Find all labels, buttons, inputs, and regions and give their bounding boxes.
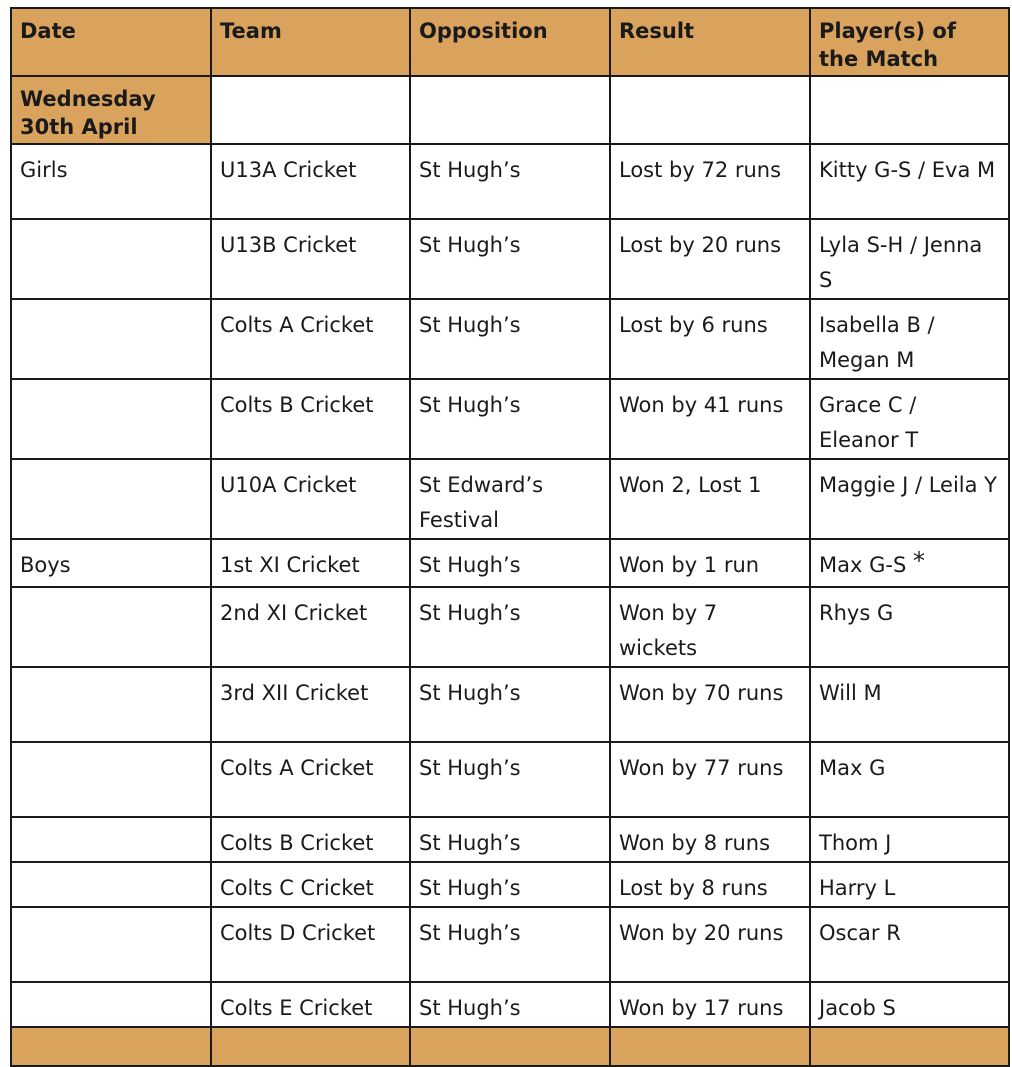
table-row (11, 742, 1009, 817)
team-cell-text: Colts B Cricket (220, 393, 374, 417)
opposition-cell (410, 817, 610, 862)
opposition-cell (410, 539, 610, 587)
team-cell (211, 907, 410, 982)
player-of-match-cell (810, 587, 1009, 667)
table-row (11, 817, 1009, 862)
result-cell-text: Won by 20 runs (619, 921, 784, 945)
group-cell (11, 907, 211, 982)
result-cell-text: Won by 77 runs (619, 756, 784, 780)
opposition-cell (410, 219, 610, 299)
empty-cell (610, 76, 810, 144)
date-row (11, 76, 1009, 144)
result-cell (610, 862, 810, 907)
player-of-match-cell-text: Max G (819, 756, 886, 780)
group-cell (11, 667, 211, 742)
footer-cell (610, 1027, 810, 1066)
team-cell (211, 817, 410, 862)
header-team: Team (211, 8, 410, 76)
match-results-table (10, 7, 1010, 1067)
team-cell-text: 2nd XI Cricket (220, 601, 368, 625)
table-row (11, 907, 1009, 982)
group-cell (11, 742, 211, 817)
date-cell: Wednesday 30th April (11, 76, 211, 144)
team-cell-text: U10A Cricket (220, 473, 357, 497)
team-cell (211, 587, 410, 667)
result-rows (11, 144, 1009, 1027)
table-row (11, 144, 1009, 219)
player-of-match-cell (810, 862, 1009, 907)
group-cell-text: Boys (20, 553, 71, 577)
opposition-cell-text: St Hugh’s (419, 756, 521, 780)
result-cell-text: Won by 41 runs (619, 393, 784, 417)
team-cell-text: Colts C Cricket (220, 876, 374, 900)
player-of-match-cell-text: Thom J (819, 831, 892, 855)
team-cell (211, 742, 410, 817)
group-cell (11, 982, 211, 1027)
opposition-cell (410, 587, 610, 667)
group-cell (11, 379, 211, 459)
result-cell (610, 907, 810, 982)
empty-cell (410, 76, 610, 144)
opposition-cell-text: St Hugh’s (419, 313, 521, 337)
result-cell (610, 742, 810, 817)
opposition-cell (410, 742, 610, 817)
asterisk-mark: * (912, 547, 925, 575)
result-cell-text: Won by 8 runs (619, 831, 771, 855)
player-of-match-cell-text: Harry L (819, 876, 896, 900)
group-cell (11, 144, 211, 219)
player-of-match-cell (810, 299, 1009, 379)
group-cell (11, 862, 211, 907)
header-row (11, 8, 1009, 76)
opposition-cell-text: St Hugh’s (419, 233, 521, 257)
result-cell-text: Lost by 8 runs (619, 876, 768, 900)
team-cell (211, 539, 410, 587)
opposition-cell-text: St Hugh’s (419, 996, 521, 1020)
opposition-cell-text: St Edward’s Festival (419, 473, 544, 532)
team-cell-text: U13A Cricket (220, 158, 357, 182)
team-cell (211, 667, 410, 742)
table-row (11, 219, 1009, 299)
footer-row (11, 1027, 1009, 1066)
opposition-cell (410, 907, 610, 982)
player-of-match-cell-text: Rhys G (819, 601, 894, 625)
result-cell-text: Won 2, Lost 1 (619, 473, 762, 497)
team-cell-text: U13B Cricket (220, 233, 357, 257)
player-of-match-cell-text: Max G-S (819, 553, 907, 577)
result-cell-text: Won by 7 wickets (619, 601, 718, 660)
team-cell-text: Colts D Cricket (220, 921, 376, 945)
player-of-match-cell (810, 907, 1009, 982)
group-cell (11, 459, 211, 539)
player-of-match-cell-text: Grace C / Eleanor T (819, 393, 919, 452)
player-of-match-cell (810, 817, 1009, 862)
team-cell (211, 862, 410, 907)
team-cell (211, 982, 410, 1027)
table-row (11, 667, 1009, 742)
header-opposition: Opposition (410, 8, 610, 76)
header-result: Result (610, 8, 810, 76)
player-of-match-cell-text: Jacob S (819, 996, 896, 1020)
team-cell (211, 144, 410, 219)
group-cell (11, 587, 211, 667)
table-row (11, 587, 1009, 667)
table-row (11, 459, 1009, 539)
group-cell (11, 817, 211, 862)
team-cell (211, 219, 410, 299)
footer-cell (410, 1027, 610, 1066)
team-cell-text: Colts E Cricket (220, 996, 373, 1020)
opposition-cell (410, 379, 610, 459)
result-cell (610, 219, 810, 299)
player-of-match-cell-text: Oscar R (819, 921, 901, 945)
team-cell-text: Colts A Cricket (220, 313, 374, 337)
result-cell-text: Lost by 6 runs (619, 313, 768, 337)
opposition-cell (410, 667, 610, 742)
result-cell (610, 667, 810, 742)
empty-cell (810, 76, 1009, 144)
opposition-cell (410, 862, 610, 907)
player-of-match-cell-text: Lyla S-H / Jenna S (819, 233, 983, 292)
player-of-match-cell (810, 982, 1009, 1027)
group-cell-text: Girls (20, 158, 68, 182)
table-row (11, 982, 1009, 1027)
table-row (11, 862, 1009, 907)
result-cell (610, 144, 810, 219)
footer-cell (810, 1027, 1009, 1066)
result-cell-text: Won by 1 run (619, 553, 760, 577)
footer-cell (11, 1027, 211, 1066)
team-cell (211, 379, 410, 459)
table-row (11, 539, 1009, 587)
opposition-cell-text: St Hugh’s (419, 553, 521, 577)
player-of-match-cell (810, 742, 1009, 817)
player-of-match-cell (810, 667, 1009, 742)
player-of-match-cell (810, 144, 1009, 219)
opposition-cell (410, 144, 610, 219)
team-cell-text: Colts A Cricket (220, 756, 374, 780)
result-cell-text: Lost by 72 runs (619, 158, 782, 182)
opposition-cell-text: St Hugh’s (419, 681, 521, 705)
result-cell-text: Lost by 20 runs (619, 233, 782, 257)
table-row (11, 299, 1009, 379)
group-cell (11, 539, 211, 587)
header-player-of-match: Player(s) of the Match (810, 8, 1009, 76)
player-of-match-cell-text: Maggie J / Leila Y (819, 473, 997, 497)
group-cell (11, 299, 211, 379)
result-cell-text: Won by 70 runs (619, 681, 784, 705)
result-cell (610, 587, 810, 667)
result-cell (610, 817, 810, 862)
opposition-cell-text: St Hugh’s (419, 158, 521, 182)
empty-cell (211, 76, 410, 144)
result-cell (610, 379, 810, 459)
group-cell (11, 219, 211, 299)
opposition-cell-text: St Hugh’s (419, 393, 521, 417)
opposition-cell-text: St Hugh’s (419, 921, 521, 945)
player-of-match-cell (810, 459, 1009, 539)
opposition-cell (410, 459, 610, 539)
table-row (11, 379, 1009, 459)
header-date: Date (11, 8, 211, 76)
team-cell (211, 459, 410, 539)
player-of-match-cell (810, 219, 1009, 299)
player-of-match-cell (810, 379, 1009, 459)
player-of-match-cell-text: Will M (819, 681, 882, 705)
opposition-cell-text: St Hugh’s (419, 876, 521, 900)
team-cell-text: 3rd XII Cricket (220, 681, 369, 705)
opposition-cell (410, 982, 610, 1027)
result-cell-text: Won by 17 runs (619, 996, 784, 1020)
team-cell-text: Colts B Cricket (220, 831, 374, 855)
opposition-cell-text: St Hugh’s (419, 601, 521, 625)
team-cell (211, 299, 410, 379)
result-cell (610, 299, 810, 379)
player-of-match-cell-text: Isabella B / Megan M (819, 313, 935, 372)
result-cell (610, 459, 810, 539)
result-cell (610, 982, 810, 1027)
footer-cell (211, 1027, 410, 1066)
result-cell (610, 539, 810, 587)
team-cell-text: 1st XI Cricket (220, 553, 360, 577)
opposition-cell (410, 299, 610, 379)
player-of-match-cell-text: Kitty G-S / Eva M (819, 158, 996, 182)
player-of-match-cell (810, 539, 1009, 587)
opposition-cell-text: St Hugh’s (419, 831, 521, 855)
